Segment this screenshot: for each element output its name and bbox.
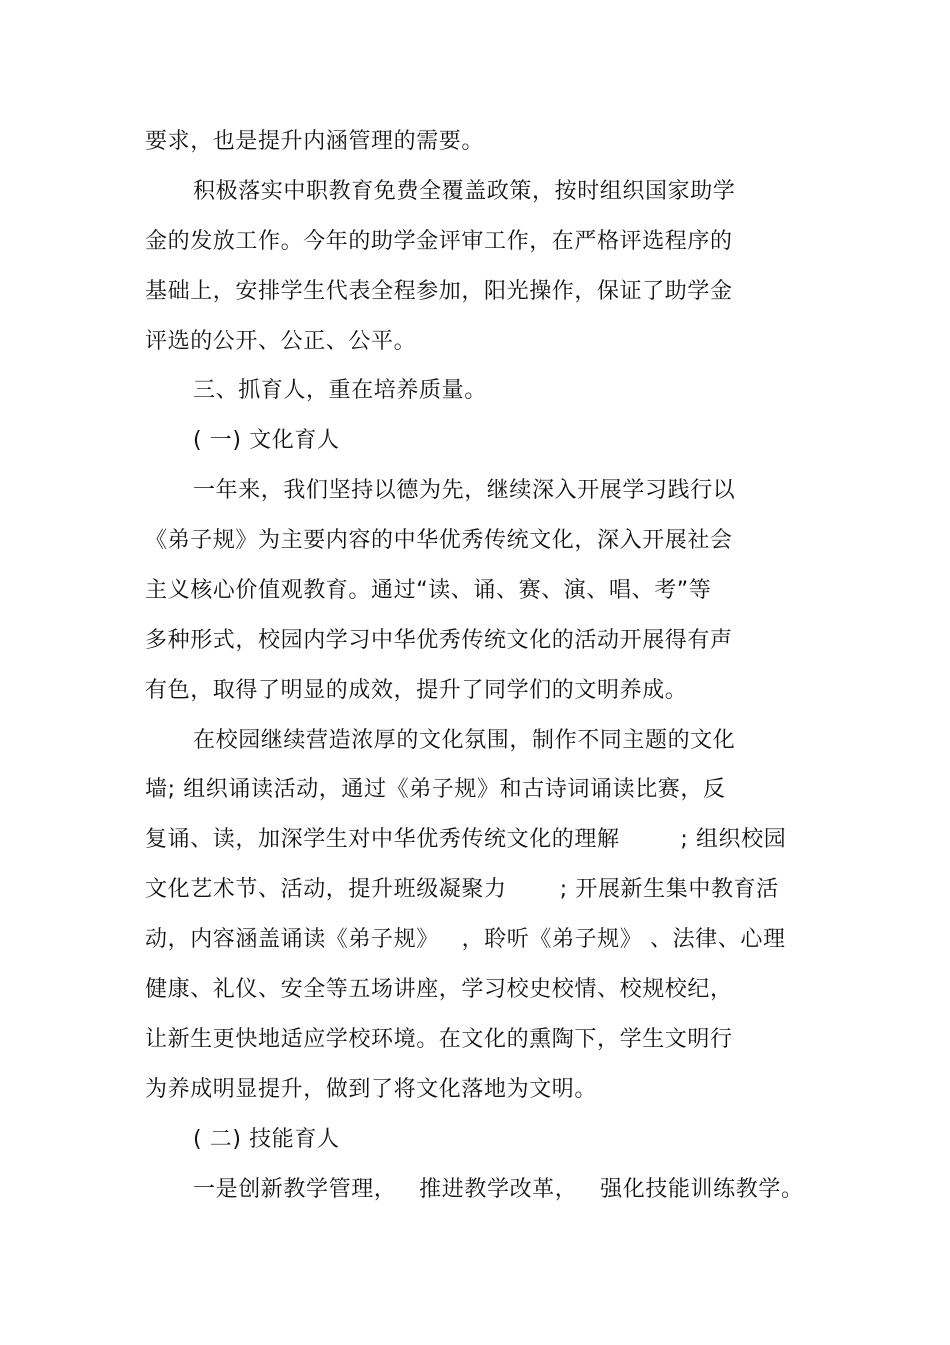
paragraph-line: 动，内容涵盖诵读《弟子规》 ，聆听《弟子规》 、法律、心理 (145, 927, 786, 952)
paragraph-line: 文化艺术节、活动，提升班级凝聚力 ; 开展新生集中教育活 (145, 877, 779, 902)
paragraph-line: 要求，也是提升内涵管理的需要。 (145, 129, 485, 154)
section-heading: 三、抓育人，重在培养质量。 (193, 378, 487, 403)
paragraph-line: 一是创新教学管理， 推进教学改革， 强化技能训练教学。 (193, 1177, 804, 1202)
paragraph-line: 评选的公开、公正、公平。 (145, 329, 417, 354)
paragraph-line: 复诵、读，加深学生对中华优秀传统文化的理解 ; 组织校园 (145, 827, 787, 852)
paragraph-line: 《弟子规》为主要内容的中华优秀传统文化，深入开展社会 (145, 528, 733, 553)
paragraph-line: 主义核心价值观教育。通过“读、诵、赛、演、唱、考”等 (145, 578, 712, 603)
paragraph-line: 墙; 组织诵读活动，通过《弟子规》和古诗词诵读比赛，反 (145, 777, 726, 802)
paragraph-line: 多种形式，校园内学习中华优秀传统文化的活动开展得有声 (145, 628, 733, 653)
paragraph-line: 在校园继续营造浓厚的文化氛围，制作不同主题的文化 (193, 728, 736, 753)
paragraph-line: 有色，取得了明显的成效，提升了同学们的文明养成。 (145, 678, 688, 703)
subsection-heading: ( 一) 文化育人 (193, 428, 340, 453)
subsection-heading: ( 二) 技能育人 (193, 1127, 340, 1152)
paragraph-line: 金的发放工作。今年的助学金评审工作，在严格评选程序的 (145, 229, 733, 254)
paragraph-line: 积极落实中职教育免费全覆盖政策，按时组织国家助学 (193, 179, 736, 204)
paragraph-line: 让新生更快地适应学校环境。在文化的熏陶下，学生文明行 (145, 1027, 733, 1052)
paragraph-line: 为养成明显提升，做到了将文化落地为文明。 (145, 1077, 598, 1102)
paragraph-line: 一年来，我们坚持以德为先，继续深入开展学习践行以 (193, 478, 736, 503)
paragraph-line: 基础上，安排学生代表全程参加，阳光操作，保证了助学金 (145, 279, 733, 304)
paragraph-line: 健康、礼仪、安全等五场讲座，学习校史校情、校规校纪， (145, 977, 733, 1002)
